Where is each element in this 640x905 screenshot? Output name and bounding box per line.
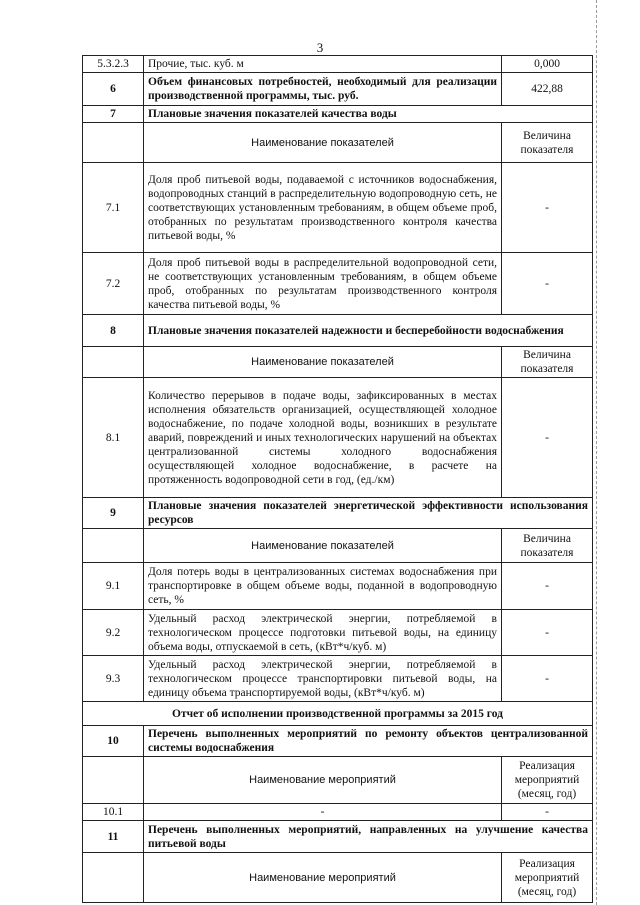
table-row: [83, 378, 593, 498]
section-row: [83, 315, 593, 347]
header-row: [83, 123, 593, 163]
row-number: 9.2: [83, 610, 144, 656]
row-number: 9.1: [83, 563, 144, 610]
column-header-name: Наименование показателей: [144, 529, 502, 563]
page-number: 3: [316, 40, 324, 55]
section-title: Перечень выполненных мероприятий по ремонту объектов централизованной системы водоснабжения: [144, 726, 593, 757]
table-row: [83, 163, 593, 253]
table-row: [83, 253, 593, 315]
row-number: 9.3: [83, 656, 144, 702]
scan-fold-line: [596, 0, 597, 905]
row-text: Количество перерывов в подаче воды, зафиксированных в местах исполнения обязательств организацией, осуществляющей холодное водоснабжение, по подаче холодной воды, возникших в результате аварий, повреждений и иных технологических нарушений на объектах централизованной системы холодного водоснабжения осуществляющей холодное водоснабжение, в расчете на протяженность водопроводной сети в год, (ед./км): [144, 378, 502, 498]
row-value: -: [502, 253, 593, 315]
row-text: Доля проб питьевой воды, подаваемой с источников водоснабжения, водопроводных станций в распределительную водопроводную сеть, не соответствующих установленным требованиям, в общем объеме проб, отобранных по результатам производственного контроля качества питьевой воды, %: [144, 163, 502, 253]
section-title: Плановые значения показателей качества воды: [144, 106, 593, 123]
row-text: Удельный расход электрической энергии, потребляемой в технологическом процессе транспортировки питьевой воды, на единицу объема транспортируемой воды, (кВт*ч/куб. м): [144, 656, 502, 702]
empty-cell: [83, 347, 144, 378]
row-value: 422,88: [502, 73, 593, 106]
section-title: Перечень выполненных мероприятий, направленных на улучшение качества питьевой воды: [144, 821, 593, 853]
table-row: [83, 804, 593, 821]
section-number: 9: [83, 498, 144, 529]
table-row: [83, 56, 593, 73]
section-row: [83, 498, 593, 529]
column-header-name: Наименование мероприятий: [144, 757, 502, 804]
row-number: 5.3.2.3: [83, 56, 144, 73]
empty-cell: [83, 853, 144, 903]
column-header-value: Реализация мероприятий (месяц, год): [502, 853, 593, 903]
row-text: -: [144, 804, 502, 821]
row-text: Доля проб питьевой воды в распределительной водопроводной сети, не соответствующих установленным требованиям, в общем объеме проб, отобранных по результатам производственного контроля качества питьевой воды, %: [144, 253, 502, 315]
header-row: [83, 347, 593, 378]
header-row: [83, 529, 593, 563]
table-row: [83, 563, 593, 610]
row-number: 6: [83, 73, 144, 106]
row-value: -: [502, 378, 593, 498]
empty-cell: [83, 757, 144, 804]
section-number: 10: [83, 726, 144, 757]
column-header-value: Величина показателя: [502, 123, 593, 163]
table-row: [83, 656, 593, 702]
row-value: -: [502, 610, 593, 656]
row-text: Удельный расход электрической энергии, потребляемой в технологическом процессе подготовки питьевой воды, на единицу объема воды, отпускаемой в сеть, (кВт*ч/куб. м): [144, 610, 502, 656]
section-title: Плановые значения показателей энергетической эффективности использования ресурсов: [144, 498, 593, 529]
section-number: 11: [83, 821, 144, 853]
section-number: 7: [83, 106, 144, 123]
column-header-name: Наименование показателей: [144, 123, 502, 163]
row-value: -: [502, 804, 593, 821]
section-title: Плановые значения показателей надежности и бесперебойности водоснабжения: [144, 315, 593, 347]
column-header-value: Реализация мероприятий (месяц, год): [502, 757, 593, 804]
row-value: -: [502, 163, 593, 253]
row-value: -: [502, 656, 593, 702]
empty-cell: [83, 123, 144, 163]
column-header-value: Величина показателя: [502, 529, 593, 563]
column-header-value: Величина показателя: [502, 347, 593, 378]
header-row: [83, 853, 593, 903]
report-title: Отчет об исполнении производственной программы за 2015 год: [83, 702, 593, 726]
section-row: [83, 821, 593, 853]
row-value: -: [502, 563, 593, 610]
row-number: 10.1: [83, 804, 144, 821]
header-row: [83, 757, 593, 804]
report-title-row: [83, 702, 593, 726]
row-text: Доля потерь воды в централизованных системах водоснабжения при транспортировке в общем объеме воды, поданной в водопроводную сеть, %: [144, 563, 502, 610]
table-row: [83, 73, 593, 106]
row-number: 7.1: [83, 163, 144, 253]
row-text: Объем финансовых потребностей, необходимый для реализации производственной программы, тыс. руб.: [144, 73, 502, 106]
row-number: 8.1: [83, 378, 144, 498]
section-number: 8: [83, 315, 144, 347]
empty-cell: [83, 529, 144, 563]
column-header-name: Наименование мероприятий: [144, 853, 502, 903]
table-row: [83, 610, 593, 656]
row-text: Прочие, тыс. куб. м: [144, 56, 502, 73]
column-header-name: Наименование показателей: [144, 347, 502, 378]
section-row: [83, 726, 593, 757]
indicators-table: [82, 55, 593, 903]
section-row: [83, 106, 593, 123]
row-number: 7.2: [83, 253, 144, 315]
row-value: 0,000: [502, 56, 593, 73]
